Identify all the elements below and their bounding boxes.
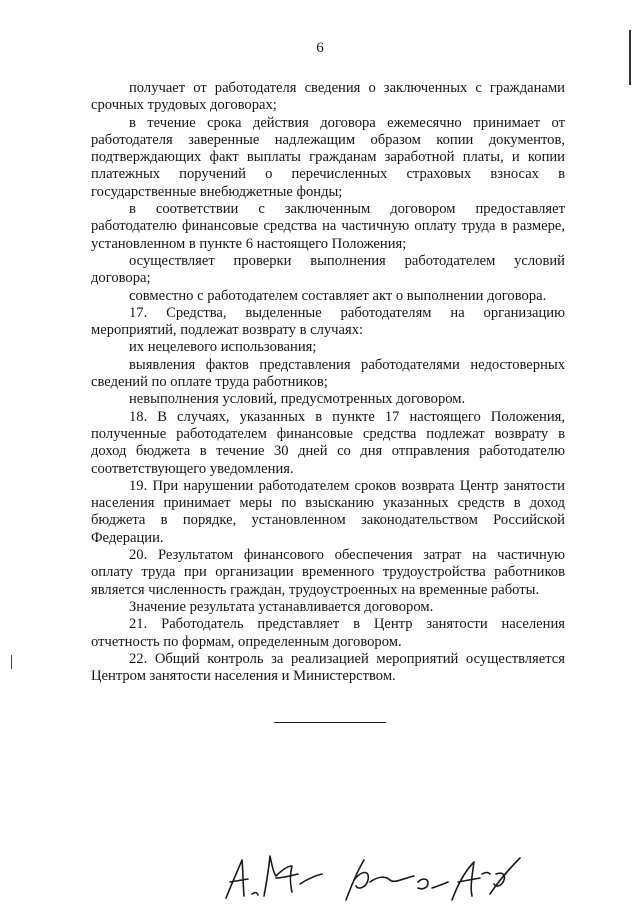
signature-stroke (300, 874, 322, 884)
signature-stroke (276, 874, 298, 878)
paragraph: 22. Общий контроль за реализацией мероприятий осуществляется Центром занятости населения и Министерством. (91, 650, 565, 685)
paragraph: выявления фактов представления работодателями недостоверных сведений по оплате труда работников; (91, 356, 565, 391)
paragraph: осуществляет проверки выполнения работодателем условий договора; (91, 252, 565, 287)
paragraph: 20. Результатом финансового обеспечения затрат на частичную оплату труда при организации временного трудоустройства работников является численность граждан, трудоустроенных на временные работы. (91, 547, 565, 598)
paragraph: 21. Работодатель представляет в Центр занятости населения отчетность по формам, определенным договором. (91, 616, 565, 650)
handwritten-signatures (218, 848, 538, 903)
scan-edge-mark (11, 655, 12, 669)
signature-stroke (482, 873, 490, 875)
paragraph: Значение результата устанавливается договором. (129, 598, 434, 615)
paragraph: их нецелевого использования; (129, 339, 317, 356)
signature-stroke (432, 882, 448, 888)
paragraph: в соответствии с заключенным договором предоставляет работодателю финансовые средства на частичную оплату труда в размере, установленном в пункте 6 настоящего Положения; (91, 201, 565, 252)
paragraph: получает от работодателя сведения о заключенных с гражданами срочных трудовых договорах; (91, 80, 565, 114)
paragraph: в течение срока действия договора ежемесячно принимает от работодателя заверенные надлежащим образом копии документов, подтверждающих факт выплаты гражданам заработной платы, и копии платежных поручений о перечисленных страховых взносах в государственные внебюджетные фонды; (91, 114, 565, 200)
paragraph: 19. При нарушении работодателем сроков возврата Центр занятости населения принимает меры по взысканию указанных средств в доход бюджета в порядке, установленном законодательством Российской Федерации. (91, 477, 565, 546)
signature-stroke (418, 879, 428, 889)
paragraph: 17. Средства, выделенные работодателям на организацию мероприятий, подлежат возврату в случаях: (91, 304, 565, 339)
signature-stroke (494, 873, 505, 886)
page-number: 6 (316, 40, 324, 56)
paragraph: 18. В случаях, указанных в пункте 17 настоящего Положения, полученные работодателем финансовые средства подлежат возврату в доход бюджета в течение 30 дней со дня отправления работодателю соответствующего уведомления. (91, 408, 565, 477)
paragraph: совместно с работодателем составляет акт о выполнении договора. (129, 287, 547, 304)
signature-stroke (226, 860, 244, 898)
paragraph: невыполнения условий, предусмотренных договором. (129, 391, 466, 408)
closing-separator-line (274, 722, 386, 723)
document-body (91, 80, 565, 685)
scan-edge-mark (629, 30, 631, 85)
signature-stroke (252, 893, 258, 895)
signature-stroke (370, 876, 414, 882)
